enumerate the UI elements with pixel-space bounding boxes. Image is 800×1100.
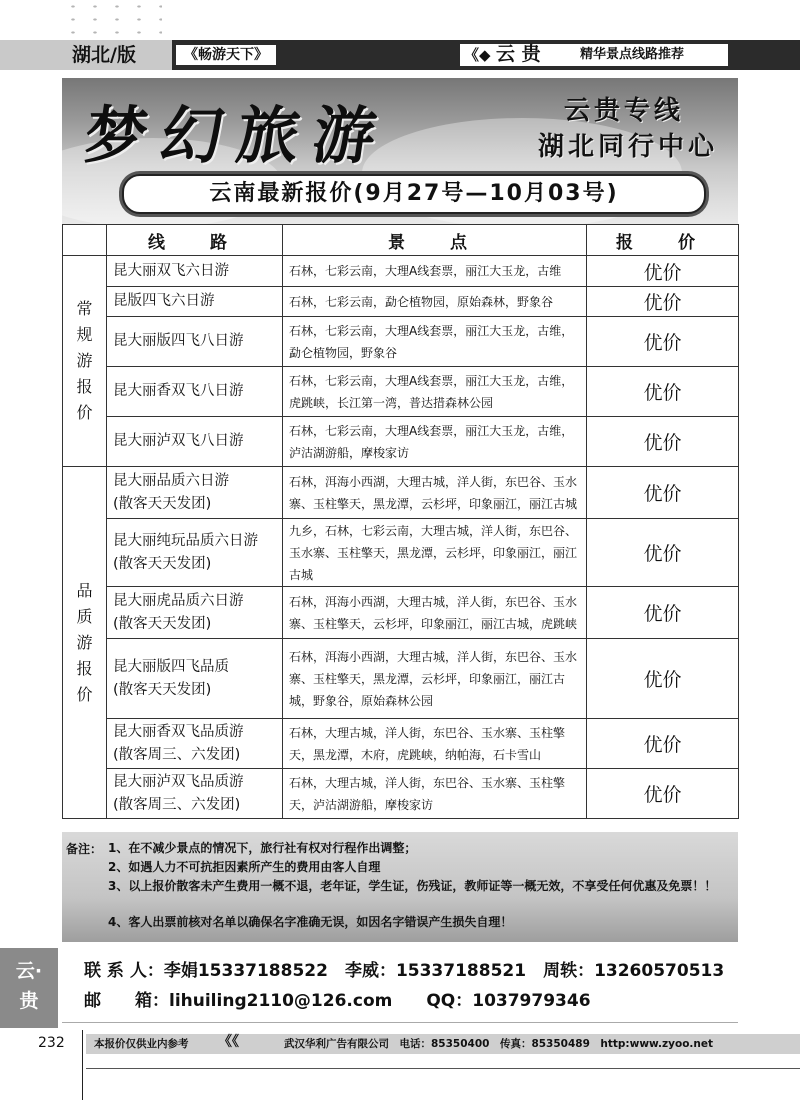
route-cell — [107, 519, 283, 587]
route-name: 昆版四飞六日游 — [113, 293, 215, 309]
brand-name: 云 贵 — [496, 43, 541, 65]
price-cell: 优价 — [587, 639, 739, 719]
spots-cell: 石林，七彩云南，大理A线套票，丽江大玉龙，古维，虎跳峡，长江第一湾，普达措森林公园 — [283, 367, 587, 417]
category-text: 常规游报价 — [76, 299, 93, 422]
contact-panel — [62, 942, 738, 1023]
route-cell — [107, 769, 283, 819]
route-cell — [107, 287, 283, 317]
route-schedule: (散客周三、六发团) — [113, 796, 241, 813]
contact-people: 联 系 人：李娟15337188522 李威：15337188521 周轶：13260570513 — [84, 961, 725, 981]
route-schedule: (散客周三、六发团) — [113, 746, 241, 763]
route-schedule: (散客天天发团) — [113, 615, 212, 632]
footer-company: 武汉华利广告有限公司 电话：85350400 传真：85350489 http:www.zyoo.net — [284, 1038, 714, 1050]
route-name: 昆大丽纯玩品质六日游 — [113, 532, 258, 549]
price-cell: 优价 — [587, 287, 739, 317]
category-label — [63, 256, 107, 467]
hero-subtitle-line: 云贵专线 — [563, 96, 684, 126]
table-header-row — [63, 225, 739, 256]
header-price: 报 价 — [587, 225, 739, 256]
note-item: 3、以上报价散客未产生费用一概不退，老年证，学生证，伤残证，教师证等一概无效，不享受任何优惠及免票！！ — [108, 879, 717, 893]
hero-subtitle-center: 湖北同行中心 — [537, 132, 718, 162]
route-schedule: (散客天天发团) — [113, 681, 212, 698]
table-row — [63, 639, 739, 719]
table-row — [63, 587, 739, 639]
route-name: 昆大丽版四飞品质 — [113, 658, 229, 675]
price-cell: 优价 — [587, 769, 739, 819]
region-label: 湖北/版 — [0, 40, 172, 70]
chevron-left-icon: 《《 — [218, 1034, 239, 1050]
note-item: 1、在不减少景点的情况下，旅行社有权对行程作出调整； — [108, 841, 417, 855]
price-cell: 优价 — [587, 317, 739, 367]
header-route: 线 路 — [107, 225, 283, 256]
table-row — [63, 417, 739, 467]
route-name: 昆大丽香双飞品质游 — [113, 723, 244, 740]
note-item: 4、客人出票前核对名单以确保名字准确无误，如因名字错误产生损失自理！ — [108, 915, 513, 929]
route-name: 昆大丽香双飞八日游 — [113, 383, 244, 399]
chevron-diamond-icon: 《◆ — [464, 46, 491, 64]
spots-cell: 九乡，石林，七彩云南，大理古城，洋人街，东巴谷、玉水寨、玉柱擎天，黑龙潭，云杉坪，印象丽江，丽江古城 — [283, 519, 587, 587]
notes-label: 备注： — [66, 842, 103, 856]
side-tab-line: 云· — [15, 960, 43, 982]
header-spots: 景 点 — [283, 225, 587, 256]
price-cell: 优价 — [587, 256, 739, 287]
table-row — [63, 287, 739, 317]
spots-cell: 石林，洱海小西湖，大理古城，洋人街，东巴谷、玉水寨、玉柱擎天，黑龙潭，云杉坪，印象丽江，丽江古城 — [283, 467, 587, 519]
route-name: 昆大丽虎品质六日游 — [113, 592, 244, 609]
brand-recommend: 精华景点线路推荐 — [580, 47, 685, 62]
price-cell: 优价 — [587, 587, 739, 639]
table-row — [63, 256, 739, 287]
top-banner — [0, 40, 800, 70]
route-name: 昆大丽泸双飞品质游 — [113, 773, 244, 790]
table-row — [63, 519, 739, 587]
spots-cell: 石林，洱海小西湖，大理古城，洋人街，东巴谷、玉水寨、玉柱擎天，黑龙潭，云杉坪，印象丽江，丽江古城，野象谷，原始森林公园 — [283, 639, 587, 719]
page-number: 232 — [38, 1035, 65, 1051]
route-name: 昆大丽版四飞八日游 — [113, 333, 244, 349]
category-text: 品质游报价 — [76, 580, 93, 704]
price-cell: 优价 — [587, 467, 739, 519]
route-cell — [107, 587, 283, 639]
contact-email-qq: 邮 箱：lihuiling2110@126.com QQ：1037979346 — [84, 991, 591, 1011]
route-name: 昆大丽泸双飞八日游 — [113, 433, 244, 449]
table-row — [63, 719, 739, 769]
table-row — [63, 367, 739, 417]
section-label: 《畅游天下》 — [176, 45, 276, 65]
route-schedule: (散客天天发团) — [113, 495, 212, 512]
route-schedule: (散客天天发团) — [113, 555, 212, 572]
spots-cell: 石林，七彩云南，大理A线套票，丽江大玉龙，古维，勐仑植物园，野象谷 — [283, 317, 587, 367]
spots-cell: 石林，洱海小西湖，大理古城，洋人街，东巴谷、玉水寨、玉柱擎天，云杉坪，印象丽江，丽江古城，虎跳峡 — [283, 587, 587, 639]
spots-cell: 石林，大理古城，洋人街，东巴谷、玉水寨、玉柱擎天，黑龙潭，木府，虎跳峡，纳帕海，石卡雪山 — [283, 719, 587, 769]
table-row — [63, 317, 739, 367]
route-cell — [107, 719, 283, 769]
category-label — [63, 467, 107, 819]
route-name: 昆大丽品质六日游 — [113, 472, 229, 489]
divider — [86, 1068, 800, 1069]
spots-cell: 石林，七彩云南，大理A线套票，丽江大玉龙，古维 — [283, 256, 587, 287]
divider — [82, 1030, 83, 1100]
spots-cell: 石林，七彩云南，勐仑植物园，原始森林，野象谷 — [283, 287, 587, 317]
route-cell — [107, 256, 283, 287]
price-cell: 优价 — [587, 519, 739, 587]
route-cell — [107, 417, 283, 467]
header-blank — [63, 225, 107, 256]
hero-banner — [62, 78, 738, 224]
table-row — [63, 769, 739, 819]
note-item: 2、如遇人力不可抗拒因素所产生的费用由客人自理 — [108, 860, 381, 874]
route-cell — [107, 639, 283, 719]
spots-cell: 石林，大理古城，洋人街，东巴谷、玉水寨、玉柱擎天，泸沽湖游船，摩梭家访 — [283, 769, 587, 819]
price-cell: 优价 — [587, 417, 739, 467]
spots-cell: 石林，七彩云南，大理A线套票，丽江大玉龙，古维，泸沽湖游船，摩梭家访 — [283, 417, 587, 467]
price-table — [62, 224, 739, 819]
price-date-banner: 云南最新报价(9月27号—10月03号) — [122, 174, 706, 214]
price-cell: 优价 — [587, 367, 739, 417]
route-cell — [107, 317, 283, 367]
side-tab — [0, 948, 58, 1028]
table-row — [63, 467, 739, 519]
route-cell — [107, 367, 283, 417]
price-cell: 优价 — [587, 719, 739, 769]
footer-note: 本报价仅供业内参考 — [94, 1038, 189, 1050]
decorative-dots — [62, 0, 162, 40]
side-tab-line: 贵 — [19, 990, 39, 1012]
hero-title: 梦幻旅游 — [80, 99, 395, 172]
footer-bar — [86, 1034, 800, 1054]
notes-panel — [62, 832, 738, 942]
brand-box — [460, 44, 728, 66]
route-name: 昆大丽双飞六日游 — [113, 262, 229, 279]
route-cell — [107, 467, 283, 519]
